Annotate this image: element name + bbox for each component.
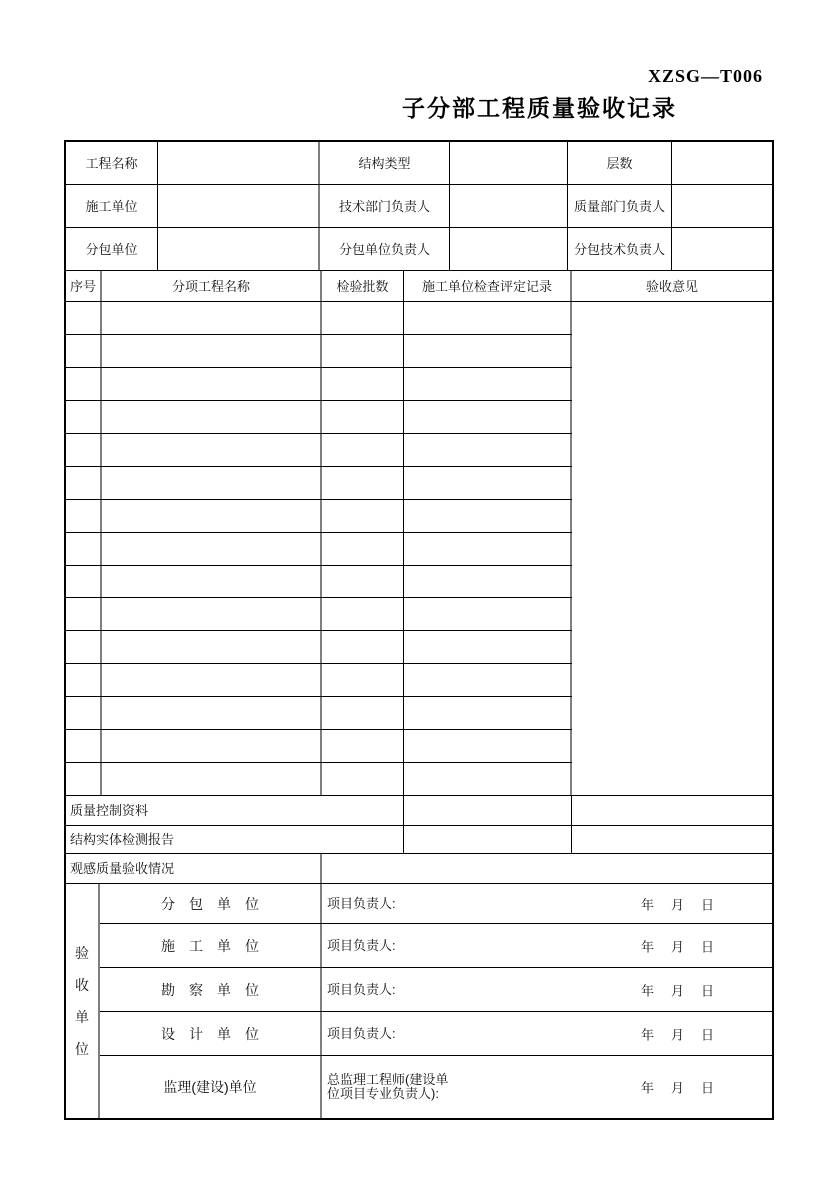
empty-check-record-cell[interactable] (404, 598, 572, 630)
acceptance-opinion-header: 验收意见 (645, 278, 698, 294)
acceptance-unit-side-label (66, 884, 100, 1118)
quality-control-docs-check-value[interactable] (404, 796, 572, 825)
design-sign-row (100, 1012, 772, 1056)
serial-number-header: 序号 (66, 271, 102, 301)
form-code: XZSG—T006 (648, 66, 764, 86)
construction-sign-row (100, 924, 772, 968)
design-unit-label: 设 计 单 位 (100, 1012, 322, 1055)
supervision-sign-row (100, 1056, 772, 1118)
table-row (66, 335, 572, 368)
empty-inspection-lot-cell[interactable] (322, 335, 404, 367)
empty-serial-cell[interactable] (66, 434, 102, 466)
empty-subitem-name-cell[interactable] (102, 401, 322, 433)
survey-sign-row (100, 968, 772, 1012)
empty-subitem-name-cell[interactable] (102, 631, 322, 663)
date-placeholder: 年 月 日 (640, 1080, 716, 1096)
visual-quality-row (66, 854, 772, 884)
empty-serial-cell[interactable] (66, 631, 102, 663)
empty-serial-cell[interactable] (66, 730, 102, 762)
info-row-subcontractor (66, 228, 772, 271)
table-row (66, 763, 572, 795)
empty-serial-cell[interactable] (66, 533, 102, 565)
floor-count-value[interactable] (672, 142, 772, 184)
design-sign-area[interactable] (322, 1012, 772, 1055)
empty-check-record-cell[interactable] (404, 302, 572, 334)
empty-check-record-cell[interactable] (404, 401, 572, 433)
acceptance-rows (100, 884, 772, 1118)
empty-subitem-name-cell[interactable] (102, 763, 322, 795)
supervision-sign-area[interactable] (322, 1056, 772, 1118)
table-row (66, 730, 572, 763)
quality-control-docs-row (66, 796, 772, 826)
empty-check-record-cell[interactable] (404, 368, 572, 400)
empty-subitem-name-cell[interactable] (102, 664, 322, 696)
empty-inspection-lot-cell[interactable] (322, 533, 404, 565)
technical-dept-head-label: 技术部门负责人 (320, 185, 450, 227)
table-row (66, 697, 572, 730)
empty-subitem-name-cell[interactable] (102, 533, 322, 565)
subcontractor-unit-label: 分 包 单 位 (100, 884, 322, 923)
structure-type-label: 结构类型 (320, 142, 450, 184)
empty-check-record-cell[interactable] (404, 566, 572, 598)
visual-quality-label: 观感质量验收情况 (66, 854, 322, 883)
empty-check-record-cell[interactable] (404, 763, 572, 795)
quality-control-docs-opinion-value[interactable] (572, 796, 772, 825)
empty-inspection-lot-cell[interactable] (322, 763, 404, 795)
empty-inspection-lot-cell[interactable] (322, 664, 404, 696)
subcontractor-sign-area[interactable] (322, 884, 772, 923)
empty-subitem-name-cell[interactable] (102, 434, 322, 466)
acceptance-unit-section (66, 884, 772, 1118)
project-leader-label: 项目负责人: (327, 895, 396, 911)
grid-header-row (66, 271, 772, 302)
empty-check-record-cell[interactable] (404, 500, 572, 532)
project-name-label: 工程名称 (66, 142, 158, 184)
project-leader-label: 项目负责人: (327, 937, 396, 953)
info-row-contractor (66, 185, 772, 228)
structural-test-report-row (66, 826, 772, 854)
empty-inspection-lot-cell[interactable] (322, 598, 404, 630)
subcontractor-tech-head-label: 分包技术负责人 (568, 228, 672, 270)
subcontractor-value[interactable] (158, 228, 320, 270)
table-row (66, 500, 572, 533)
table-row (66, 533, 572, 566)
empty-inspection-lot-cell[interactable] (322, 500, 404, 532)
empty-serial-cell[interactable] (66, 664, 102, 696)
structural-test-report-opinion-value[interactable] (572, 826, 772, 853)
contractor-check-record-header: 施工单位检查评定记录 (404, 271, 572, 301)
info-row-project (66, 142, 772, 185)
empty-serial-cell[interactable] (66, 467, 102, 499)
empty-check-record-cell[interactable] (404, 664, 572, 696)
empty-subitem-name-cell[interactable] (102, 730, 322, 762)
subcontractor-tech-head-value[interactable] (672, 228, 772, 270)
chief-supervisor-label: 总监理工程师(建设单 位项目专业负责人): (327, 1072, 449, 1101)
empty-serial-cell[interactable] (66, 697, 102, 729)
side-char: 验 (75, 945, 89, 961)
quality-dept-head-label: 质量部门负责人 (568, 185, 672, 227)
empty-inspection-lot-cell[interactable] (322, 566, 404, 598)
table-row (66, 401, 572, 434)
construction-unit-label: 施工单位 (66, 185, 158, 227)
empty-check-record-cell[interactable] (404, 335, 572, 367)
empty-serial-cell[interactable] (66, 598, 102, 630)
table-row (66, 467, 572, 500)
empty-inspection-lot-cell[interactable] (322, 401, 404, 433)
supervision-unit-label: 监理(建设)单位 (100, 1056, 322, 1118)
structure-type-value[interactable] (450, 142, 568, 184)
side-char: 单 (75, 1009, 89, 1025)
date-placeholder: 年 月 日 (640, 897, 716, 912)
empty-subitem-name-cell[interactable] (102, 368, 322, 400)
empty-serial-cell[interactable] (66, 335, 102, 367)
date-placeholder: 年 月 日 (640, 1027, 716, 1042)
empty-check-record-cell[interactable] (404, 631, 572, 663)
empty-serial-cell[interactable] (66, 302, 102, 334)
empty-check-record-cell[interactable] (404, 533, 572, 565)
empty-serial-cell[interactable] (66, 566, 102, 598)
subitem-name-header: 分项工程名称 (102, 271, 322, 301)
empty-subitem-name-cell[interactable] (102, 566, 322, 598)
quality-dept-head-value[interactable] (672, 185, 772, 227)
empty-inspection-lot-cell[interactable] (322, 730, 404, 762)
table-row (66, 664, 572, 697)
empty-subitem-name-cell[interactable] (102, 335, 322, 367)
grid-data-area (66, 302, 772, 796)
acceptance-opinion-cell[interactable] (572, 302, 772, 795)
project-leader-label: 项目负责人: (327, 981, 396, 997)
empty-check-record-cell[interactable] (404, 730, 572, 762)
empty-inspection-lot-cell[interactable] (322, 368, 404, 400)
empty-check-record-cell[interactable] (404, 697, 572, 729)
technical-dept-head-value[interactable] (450, 185, 568, 227)
table-row (66, 434, 572, 467)
empty-inspection-lot-cell[interactable] (322, 467, 404, 499)
quality-control-docs-label: 质量控制资料 (66, 796, 404, 825)
empty-check-record-cell[interactable] (404, 467, 572, 499)
subcontractor-head-value[interactable] (450, 228, 568, 270)
project-leader-label: 项目负责人: (327, 1025, 396, 1041)
survey-unit-label: 勘 察 单 位 (100, 968, 322, 1011)
empty-subitem-name-cell[interactable] (102, 500, 322, 532)
empty-subitem-name-cell[interactable] (102, 697, 322, 729)
empty-serial-cell[interactable] (66, 763, 102, 795)
empty-check-record-cell[interactable] (404, 434, 572, 466)
empty-inspection-lot-cell[interactable] (322, 631, 404, 663)
inspection-lot-header: 检验批数 (322, 271, 404, 301)
side-char: 位 (75, 1041, 89, 1057)
empty-serial-cell[interactable] (66, 401, 102, 433)
table-row (66, 566, 572, 599)
empty-subitem-name-cell[interactable] (102, 302, 322, 334)
acceptance-form-table (64, 140, 774, 1120)
floor-count-label: 层数 (568, 142, 672, 184)
empty-inspection-lot-cell[interactable] (322, 302, 404, 334)
page-title: 子分部工程质量验收记录 (402, 95, 677, 121)
empty-rows (66, 302, 572, 795)
project-name-value[interactable] (158, 142, 320, 184)
subcontractor-head-label: 分包单位负责人 (320, 228, 450, 270)
structural-test-report-check-value[interactable] (404, 826, 572, 853)
side-char: 收 (75, 977, 89, 993)
empty-inspection-lot-cell[interactable] (322, 434, 404, 466)
empty-inspection-lot-cell[interactable] (322, 697, 404, 729)
date-placeholder: 年 月 日 (640, 939, 716, 954)
empty-serial-cell[interactable] (66, 500, 102, 532)
subcontractor-label: 分包单位 (66, 228, 158, 270)
construction-unit-value[interactable] (158, 185, 320, 227)
structural-test-report-label: 结构实体检测报告 (66, 826, 404, 853)
empty-serial-cell[interactable] (66, 368, 102, 400)
table-row (66, 631, 572, 664)
construction-sign-area[interactable] (322, 924, 772, 967)
empty-subitem-name-cell[interactable] (102, 598, 322, 630)
table-row (66, 302, 572, 335)
visual-quality-value[interactable] (322, 854, 772, 883)
date-placeholder: 年 月 日 (640, 983, 716, 998)
construction-unit-label: 施 工 单 位 (100, 924, 322, 967)
subcontractor-sign-row (100, 884, 772, 924)
survey-sign-area[interactable] (322, 968, 772, 1011)
table-row (66, 368, 572, 401)
table-row (66, 598, 572, 631)
empty-subitem-name-cell[interactable] (102, 467, 322, 499)
